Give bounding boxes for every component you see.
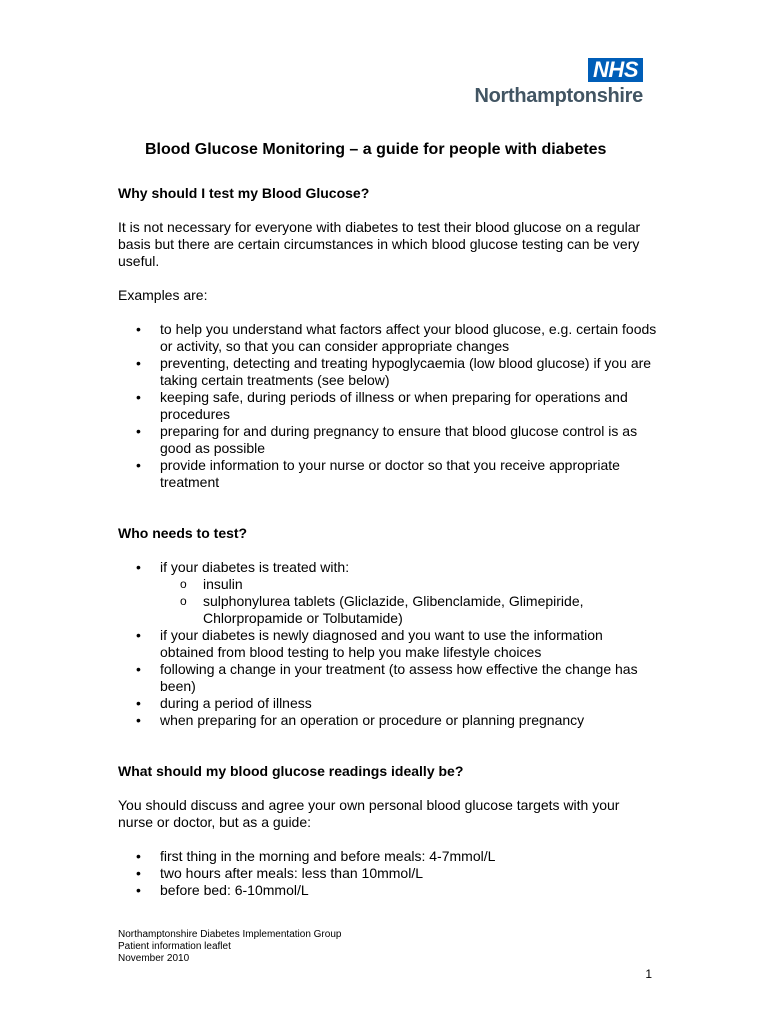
list-item: • keeping safe, during periods of illness or when preparing for operations and procedures (118, 389, 658, 423)
list-item-text: if your diabetes is treated with: (160, 559, 350, 575)
list-item: • if your diabetes is newly diagnosed and you want to use the information obtained from blood testing to help you make lifestyle choices (118, 627, 658, 661)
examples-list (118, 321, 658, 491)
list-item: • before bed: 6-10mmol/L (118, 882, 658, 899)
section3-heading: What should my blood glucose readings ideally be? (118, 763, 464, 779)
list-item: • preventing, detecting and treating hypoglycaemia (low blood glucose) if you are taking certain treatments (see below) (118, 355, 658, 389)
nhs-logo (457, 58, 643, 108)
sublist-item: o sulphonylurea tablets (Gliclazide, Glibenclamide, Glimepiride, Chlorpropamide or Tolbutamide) (118, 593, 658, 627)
footer-line: Patient information leaflet (118, 941, 231, 952)
treatment-sublist (118, 576, 658, 627)
list-item: • during a period of illness (118, 695, 658, 712)
organisation-name: Northamptonshire (474, 85, 643, 107)
list-item (118, 559, 658, 576)
footer-line: Northamptonshire Diabetes Implementation Group (118, 929, 342, 940)
document-body (118, 136, 658, 899)
who-list-continued (118, 627, 658, 729)
section3-paragraph: You should discuss and agree your own personal blood glucose targets with your nurse or doctor, but as a guide: (118, 797, 620, 830)
footer (118, 929, 341, 965)
list-item: • following a change in your treatment (to assess how effective the change has been) (118, 661, 658, 695)
section1-paragraph: It is not necessary for everyone with diabetes to test their blood glucose on a regular basis but there are certain circumstances in which blood glucose testing can be very useful. (118, 219, 641, 269)
section2-heading: Who needs to test? (118, 525, 248, 541)
list-item: • when preparing for an operation or procedure or planning pregnancy (118, 712, 658, 729)
targets-list (118, 848, 658, 899)
list-item: • to help you understand what factors affect your blood glucose, e.g. certain foods or activity, so that you can consider appropriate changes (118, 321, 658, 355)
list-item: • preparing for and during pregnancy to ensure that blood glucose control is as good as possible (118, 423, 658, 457)
sublist-item: o insulin (118, 576, 658, 593)
document-title: Blood Glucose Monitoring – a guide for people with diabetes (145, 141, 607, 158)
nhs-badge: NHS (588, 58, 643, 82)
section1-heading: Why should I test my Blood Glucose? (118, 185, 370, 201)
examples-label: Examples are: (118, 287, 208, 303)
list-item: • provide information to your nurse or doctor so that you receive appropriate treatment (118, 457, 658, 491)
footer-line: November 2010 (118, 953, 190, 964)
page-number: 1 (645, 967, 652, 981)
list-item: • two hours after meals: less than 10mmol/L (118, 865, 658, 882)
list-item: • first thing in the morning and before meals: 4-7mmol/L (118, 848, 658, 865)
who-list (118, 559, 658, 576)
